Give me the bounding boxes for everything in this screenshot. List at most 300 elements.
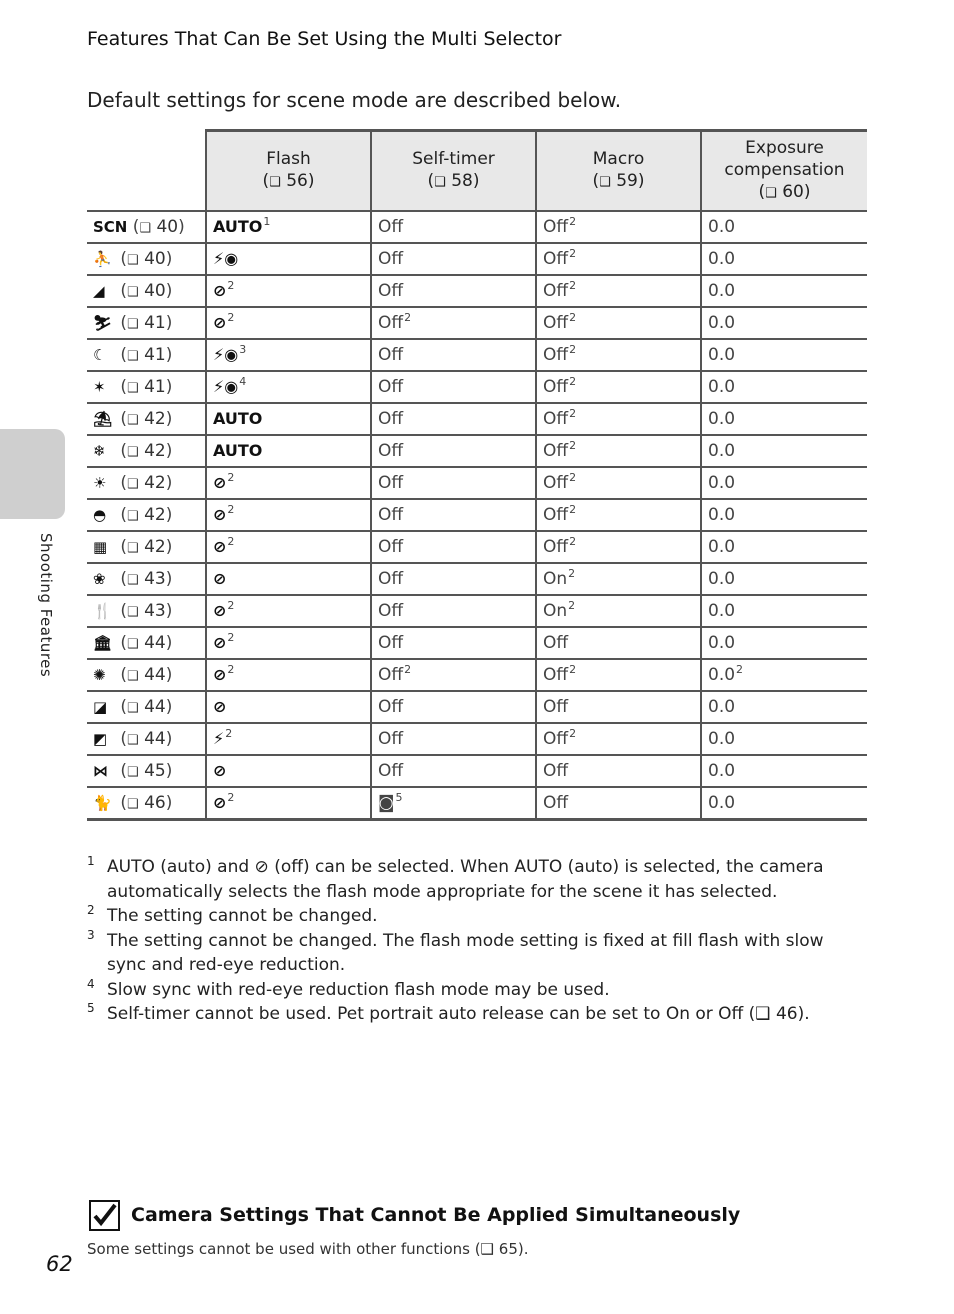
footnote-ref: 2 xyxy=(227,311,235,325)
flash-off-icon: ⊘ xyxy=(213,537,227,556)
scene-cell: ✺ (❑ 44) xyxy=(87,659,206,691)
exposure-value: 0.0 xyxy=(708,601,736,621)
book-icon: ❑ xyxy=(127,253,139,268)
table-row xyxy=(87,403,867,435)
table-row xyxy=(87,435,867,467)
flash-off-icon: ⊘ xyxy=(213,793,227,812)
exposure-value: 0.0 xyxy=(708,729,736,749)
flash-off-icon: ⊘ xyxy=(213,633,227,652)
scene-cell: ⛷ (❑ 41) xyxy=(87,307,206,339)
scene-defaults-table xyxy=(87,129,867,821)
self-timer-cell xyxy=(371,531,536,563)
self-timer-value: Off xyxy=(378,281,404,301)
self-timer-value: Off xyxy=(378,409,404,429)
macro-cell xyxy=(536,275,701,307)
black-white-copy-icon: ◪ xyxy=(93,698,108,716)
exposure-value: 0.0 xyxy=(708,537,736,557)
self-timer-cell xyxy=(371,435,536,467)
self-timer-value: Off xyxy=(378,697,404,717)
sports-icon: ⛷ xyxy=(93,314,113,332)
footnote-ref: 2 xyxy=(569,535,577,549)
self-timer-cell xyxy=(371,723,536,755)
macro-value: On xyxy=(543,601,568,621)
self-timer-value: Off xyxy=(378,473,404,493)
page-ref: 42 xyxy=(144,409,166,429)
page-ref: 40 xyxy=(156,217,179,237)
table-row xyxy=(87,371,867,403)
book-icon: ❑ xyxy=(127,669,139,684)
scene-cell: ⋈ (❑ 45) xyxy=(87,755,206,787)
table-row xyxy=(87,627,867,659)
macro-cell xyxy=(536,691,701,723)
book-icon: ❑ xyxy=(127,509,139,524)
footnote-number: 2 xyxy=(87,903,95,917)
table-row xyxy=(87,307,867,339)
footnote-ref: 2 xyxy=(227,279,235,293)
macro-cell xyxy=(536,595,701,627)
panorama-assist-icon: ⋈ xyxy=(93,762,108,780)
table-row xyxy=(87,339,867,371)
footnote-number: 5 xyxy=(87,1001,95,1015)
macro-value: Off xyxy=(543,793,569,813)
footnote-ref: 2 xyxy=(227,599,235,613)
footnote-text: The setting cannot be changed. xyxy=(107,906,378,926)
book-icon: ❑ xyxy=(127,381,139,396)
book-icon: ❑ xyxy=(127,541,139,556)
exposure-cell xyxy=(701,339,867,371)
flash-auto-icon: AUTO xyxy=(213,409,263,428)
scene-cell: 🐈 (❑ 46) xyxy=(87,787,206,820)
table-row xyxy=(87,691,867,723)
macro-value: Off xyxy=(543,345,569,365)
exposure-value: 0.0 xyxy=(708,217,736,237)
footnote xyxy=(87,929,867,978)
self-timer-value: ◙ xyxy=(378,793,395,813)
flash-fill-icon: ⚡ xyxy=(213,729,225,748)
self-timer-value: Off xyxy=(378,665,404,685)
footnote-number: 1 xyxy=(87,854,95,868)
column-label: Flash xyxy=(266,149,311,169)
table-row xyxy=(87,755,867,787)
book-icon: ❑ xyxy=(127,349,139,364)
footnote-text: The setting cannot be changed. The flash mode setting is fixed at fill flash with slow sync and red-eye reduction. xyxy=(107,930,824,975)
scene-cell: ❀ (❑ 43) xyxy=(87,563,206,595)
table-row xyxy=(87,275,867,307)
macro-cell xyxy=(536,563,701,595)
book-icon: ❑ xyxy=(127,445,139,460)
portrait-icon: ⛹ xyxy=(93,250,112,268)
exposure-value: 0.0 xyxy=(708,505,736,525)
book-icon: ❑ xyxy=(127,765,139,780)
scene-cell: ◢ (❑ 40) xyxy=(87,275,206,307)
macro-cell xyxy=(536,723,701,755)
self-timer-value: Off xyxy=(378,569,404,589)
column-page-ref: 56 xyxy=(286,171,308,191)
footnote-ref: 2 xyxy=(569,663,577,677)
self-timer-value: Off xyxy=(378,441,404,461)
column-page-ref: 60 xyxy=(782,182,804,202)
flash-red-eye-icon: ⚡◉ xyxy=(213,345,239,364)
footnote-ref: 2 xyxy=(227,663,235,677)
footnote-ref: 2 xyxy=(569,375,577,389)
macro-value: Off xyxy=(543,633,569,653)
footnote-text: AUTO (auto) and ⊘ (off) can be selected. When AUTO (auto) is selected, the camera automatically selects the flash mode appropriate for the scene it has selected. xyxy=(107,857,824,902)
intro-text: Default settings for scene mode are described below. xyxy=(87,88,622,112)
macro-value: Off xyxy=(543,473,569,493)
page-ref: 46 xyxy=(144,793,166,813)
page-number: 62 xyxy=(46,1252,73,1276)
exposure-cell xyxy=(701,403,867,435)
exposure-cell xyxy=(701,755,867,787)
footnote-ref: 2 xyxy=(569,247,577,261)
page-ref: 43 xyxy=(144,569,166,589)
exposure-value: 0.0 xyxy=(708,569,736,589)
page-ref: 42 xyxy=(144,505,166,525)
self-timer-cell xyxy=(371,627,536,659)
macro-cell xyxy=(536,627,701,659)
scene-cell: ❄ (❑ 42) xyxy=(87,435,206,467)
footnote-ref: 4 xyxy=(239,375,247,389)
table-row xyxy=(87,499,867,531)
footnote-ref: 1 xyxy=(263,215,271,229)
footnote-ref: 2 xyxy=(227,471,235,485)
scene-cell: 🍴 (❑ 43) xyxy=(87,595,206,627)
macro-cell xyxy=(536,787,701,820)
scene-cell: ⛹ (❑ 40) xyxy=(87,243,206,275)
note-title: Camera Settings That Cannot Be Applied Simultaneously xyxy=(131,1204,741,1226)
flash-cell xyxy=(206,787,371,820)
exposure-value: 0.0 xyxy=(708,249,736,269)
table-row xyxy=(87,723,867,755)
column-header-1: Self-timer (❑ 58) xyxy=(371,131,536,212)
self-timer-cell xyxy=(371,339,536,371)
exposure-cell xyxy=(701,211,867,243)
flash-cell xyxy=(206,723,371,755)
footnote-ref: 2 xyxy=(227,631,235,645)
footnote-ref: 2 xyxy=(569,407,577,421)
page-ref: 41 xyxy=(144,313,166,333)
table-row xyxy=(87,467,867,499)
exposure-cell xyxy=(701,371,867,403)
macro-value: Off xyxy=(543,665,569,685)
book-icon: ❑ xyxy=(127,573,139,588)
footnote-ref: 2 xyxy=(569,343,577,357)
book-icon: ❑ xyxy=(127,477,139,492)
exposure-value: 0.0 xyxy=(708,441,736,461)
flash-cell xyxy=(206,275,371,307)
macro-cell xyxy=(536,435,701,467)
flash-off-icon: ⊘ xyxy=(213,313,227,332)
macro-value: On xyxy=(543,569,568,589)
exposure-value: 0.0 xyxy=(708,665,736,685)
column-header-2: Macro (❑ 59) xyxy=(536,131,701,212)
flash-off-icon: ⊘ xyxy=(213,697,227,716)
table-row xyxy=(87,243,867,275)
column-page-ref: 59 xyxy=(616,171,638,191)
page-ref: 44 xyxy=(144,697,166,717)
footnote-ref: 2 xyxy=(569,471,577,485)
exposure-cell xyxy=(701,467,867,499)
exposure-cell xyxy=(701,531,867,563)
flash-off-icon: ⊘ xyxy=(213,601,227,620)
macro-cell xyxy=(536,371,701,403)
scene-cell: ☾ (❑ 41) xyxy=(87,339,206,371)
macro-cell xyxy=(536,211,701,243)
footnote-ref: 2 xyxy=(568,599,576,613)
book-icon: ❑ xyxy=(765,186,777,201)
footnote-ref: 2 xyxy=(568,567,576,581)
page-ref: 42 xyxy=(144,537,166,557)
exposure-value: 0.0 xyxy=(708,409,736,429)
exposure-value: 0.0 xyxy=(708,377,736,397)
self-timer-value: Off xyxy=(378,345,404,365)
scene-cell: ▦ (❑ 42) xyxy=(87,531,206,563)
book-icon: ❑ xyxy=(127,413,139,428)
book-icon: ❑ xyxy=(127,605,139,620)
scene-cell: ✶ (❑ 41) xyxy=(87,371,206,403)
sunset-icon: ☀ xyxy=(93,474,107,492)
scene-cell: ⛱ (❑ 42) xyxy=(87,403,206,435)
flash-red-eye-icon: ⚡◉ xyxy=(213,377,239,396)
flash-cell xyxy=(206,467,371,499)
flash-auto-icon: AUTO xyxy=(213,217,263,236)
self-timer-value: Off xyxy=(378,505,404,525)
macro-cell xyxy=(536,499,701,531)
night-portrait-icon: ☾ xyxy=(93,346,107,364)
table-header-row xyxy=(87,131,867,212)
exposure-cell xyxy=(701,595,867,627)
macro-value: Off xyxy=(543,409,569,429)
book-icon: ❑ xyxy=(139,221,152,236)
book-icon: ❑ xyxy=(127,701,139,716)
footnote xyxy=(87,855,867,904)
exposure-value: 0.0 xyxy=(708,793,736,813)
flash-cell xyxy=(206,371,371,403)
macro-value: Off xyxy=(543,537,569,557)
scene-auto-selector-icon: SCN xyxy=(93,218,128,236)
dusk-dawn-icon: ◓ xyxy=(93,506,107,524)
self-timer-value: Off xyxy=(378,633,404,653)
exposure-value: 0.0 xyxy=(708,345,736,365)
self-timer-cell xyxy=(371,787,536,820)
exposure-value: 0.0 xyxy=(708,761,736,781)
page-header-title: Features That Can Be Set Using the Multi Selector xyxy=(87,28,562,50)
footnote-ref: 2 xyxy=(404,663,412,677)
flash-off-icon: ⊘ xyxy=(213,473,227,492)
section-tab xyxy=(0,429,65,519)
self-timer-value: Off xyxy=(378,729,404,749)
page-ref: 43 xyxy=(144,601,166,621)
footnote-ref: 2 xyxy=(227,791,235,805)
footnote-number: 3 xyxy=(87,927,95,942)
table-corner-cell xyxy=(87,131,206,212)
column-header-0: Flash (❑ 56) xyxy=(206,131,371,212)
flash-auto-icon: AUTO xyxy=(213,441,263,460)
book-icon: ❑ xyxy=(127,797,139,812)
flash-cell xyxy=(206,435,371,467)
flash-off-icon: ⊘ xyxy=(213,505,227,524)
backlighting-icon: ◩ xyxy=(93,730,108,748)
footnote-ref: 2 xyxy=(225,727,233,741)
table-row xyxy=(87,211,867,243)
pet-portrait-icon: 🐈 xyxy=(93,794,112,812)
flash-cell xyxy=(206,531,371,563)
page-ref: 42 xyxy=(144,441,166,461)
macro-value: Off xyxy=(543,505,569,525)
self-timer-cell xyxy=(371,307,536,339)
flash-cell xyxy=(206,691,371,723)
beach-icon: ⛱ xyxy=(93,410,113,428)
footnote-ref: 2 xyxy=(569,215,577,229)
column-page-ref: 58 xyxy=(451,171,473,191)
macro-cell xyxy=(536,403,701,435)
close-up-icon: ❀ xyxy=(93,570,106,588)
page-ref: 45 xyxy=(144,761,166,781)
book-icon: ❑ xyxy=(127,285,139,300)
scene-cell: 🏛 (❑ 44) xyxy=(87,627,206,659)
self-timer-cell xyxy=(371,659,536,691)
page-ref: 44 xyxy=(144,729,166,749)
footnote-ref: 2 xyxy=(736,663,744,677)
flash-off-icon: ⊘ xyxy=(213,665,227,684)
flash-cell xyxy=(206,403,371,435)
exposure-cell xyxy=(701,499,867,531)
macro-value: Off xyxy=(543,441,569,461)
self-timer-cell xyxy=(371,467,536,499)
self-timer-value: Off xyxy=(378,601,404,621)
footnote-ref: 2 xyxy=(227,503,235,517)
flash-cell xyxy=(206,307,371,339)
exposure-value: 0.0 xyxy=(708,473,736,493)
footnote-ref: 3 xyxy=(239,343,247,357)
self-timer-value: Off xyxy=(378,249,404,269)
book-icon: ❑ xyxy=(127,317,139,332)
flash-cell xyxy=(206,755,371,787)
self-timer-cell xyxy=(371,595,536,627)
macro-cell xyxy=(536,659,701,691)
footnote-ref: 2 xyxy=(227,535,235,549)
macro-value: Off xyxy=(543,313,569,333)
self-timer-cell xyxy=(371,371,536,403)
footnote-ref: 2 xyxy=(569,439,577,453)
footnote-ref: 2 xyxy=(569,311,577,325)
scene-cell: ◪ (❑ 44) xyxy=(87,691,206,723)
exposure-cell xyxy=(701,435,867,467)
self-timer-value: Off xyxy=(378,761,404,781)
column-header-3: Exposure compensation (❑ 60) xyxy=(701,131,867,212)
flash-off-icon: ⊘ xyxy=(213,281,227,300)
macro-value: Off xyxy=(543,281,569,301)
page-ref: 40 xyxy=(144,249,166,269)
book-icon: ❑ xyxy=(269,175,281,190)
column-label: Macro xyxy=(592,149,645,169)
food-icon: 🍴 xyxy=(93,602,112,620)
table-row xyxy=(87,787,867,820)
macro-cell xyxy=(536,755,701,787)
night-landscape-icon: ▦ xyxy=(93,538,108,556)
flash-cell xyxy=(206,211,371,243)
exposure-value: 0.0 xyxy=(708,281,736,301)
self-timer-cell xyxy=(371,275,536,307)
page-ref: 40 xyxy=(144,281,166,301)
fireworks-icon: ✺ xyxy=(93,666,106,684)
museum-icon: 🏛 xyxy=(93,634,113,652)
macro-value: Off xyxy=(543,761,569,781)
exposure-value: 0.0 xyxy=(708,633,736,653)
exposure-cell xyxy=(701,659,867,691)
scene-cell: ☀ (❑ 42) xyxy=(87,467,206,499)
self-timer-cell xyxy=(371,211,536,243)
page-ref: 41 xyxy=(144,377,166,397)
self-timer-cell xyxy=(371,499,536,531)
self-timer-cell xyxy=(371,403,536,435)
macro-value: Off xyxy=(543,729,569,749)
footnote-ref: 2 xyxy=(569,727,577,741)
macro-cell xyxy=(536,531,701,563)
macro-cell xyxy=(536,307,701,339)
page-ref: 44 xyxy=(144,633,166,653)
flash-cell xyxy=(206,563,371,595)
macro-value: Off xyxy=(543,697,569,717)
table-row xyxy=(87,531,867,563)
flash-red-eye-icon: ⚡◉ xyxy=(213,249,239,268)
self-timer-value: Off xyxy=(378,537,404,557)
footnote-text: Self-timer cannot be used. Pet portrait auto release can be set to On or Off (❑ 46). xyxy=(107,1004,810,1024)
exposure-cell xyxy=(701,563,867,595)
page-ref: 41 xyxy=(144,345,166,365)
self-timer-value: Off xyxy=(378,377,404,397)
footnote-text: Slow sync with red-eye reduction flash mode may be used. xyxy=(107,979,610,1000)
check-mark-icon xyxy=(89,1200,120,1231)
self-timer-value: Off xyxy=(378,313,404,333)
flash-off-icon: ⊘ xyxy=(213,569,227,588)
macro-value: Off xyxy=(543,377,569,397)
party-indoor-icon: ✶ xyxy=(93,378,106,396)
flash-cell xyxy=(206,243,371,275)
book-icon: ❑ xyxy=(127,733,139,748)
scene-cell: SCN (❑ 40) xyxy=(87,211,206,243)
macro-cell xyxy=(536,339,701,371)
exposure-cell xyxy=(701,627,867,659)
self-timer-cell xyxy=(371,691,536,723)
macro-cell xyxy=(536,467,701,499)
self-timer-cell xyxy=(371,563,536,595)
exposure-value: 0.0 xyxy=(708,313,736,333)
exposure-cell xyxy=(701,275,867,307)
section-side-label: Shooting Features xyxy=(37,533,55,678)
flash-cell xyxy=(206,659,371,691)
flash-cell xyxy=(206,595,371,627)
macro-cell xyxy=(536,243,701,275)
footnote-ref: 2 xyxy=(569,503,577,517)
snow-icon: ❄ xyxy=(93,442,106,460)
footnotes xyxy=(87,855,867,1027)
exposure-cell xyxy=(701,723,867,755)
footnote xyxy=(87,978,867,1003)
flash-off-icon: ⊘ xyxy=(213,761,227,780)
self-timer-value: Off xyxy=(378,217,404,237)
table-row xyxy=(87,659,867,691)
table-row xyxy=(87,595,867,627)
exposure-cell xyxy=(701,307,867,339)
column-label: Self-timer xyxy=(412,149,495,169)
scene-cell: ◩ (❑ 44) xyxy=(87,723,206,755)
macro-value: Off xyxy=(543,217,569,237)
page-ref: 44 xyxy=(144,665,166,685)
flash-cell xyxy=(206,499,371,531)
exposure-cell xyxy=(701,787,867,820)
book-icon: ❑ xyxy=(434,175,446,190)
